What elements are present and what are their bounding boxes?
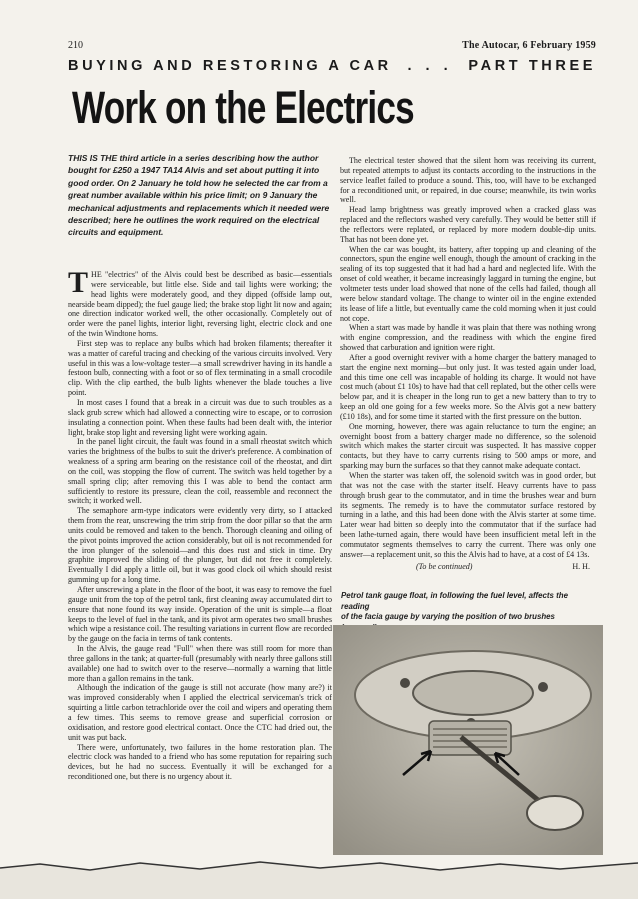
caption-line: of the facia gauge by varying the position of two brushes bbox=[341, 612, 555, 621]
standfirst: THIS IS THE third article in a series describing how the author bought for £250 a 1947 TA14 Alvis and set about putting it into good order. On 2 January he told how he selected the car from a great number available within his price limit; on 9 January the mechanical adjustments and replacements which it needed were described; here he outlines the work required on the electrical circuits and equipment. bbox=[68, 153, 330, 238]
left-column bbox=[68, 266, 332, 782]
body-paragraph: In the Alvis, the gauge read "Full" when there was still room for more than three gallons in the tank; at quarter-full (presumably with nearly three gallons still available) one had to switch over to the reserve—normally a warning that little more than a gallon remains in the tank. bbox=[68, 644, 332, 683]
gauge-housing bbox=[413, 671, 533, 715]
author-initials: H. H. bbox=[572, 561, 590, 571]
caption-line: Petrol tank gauge float, in following the fuel level, affects the reading bbox=[341, 591, 568, 611]
body-paragraph: The semaphore arm-type indicators were evidently very dirty, so I attacked them from the rear, unscrewing the trim strip from the door pillar so that the arm units could be removed and taken to the bench. Thorough cleaning and oiling of the pivot points improved the action considerably, but oil is not recommended for the iron plunger of the solenoid—and this does rust and stick in time. Dry graphite improved the sliding of the plunger, but did not free it completely. Eventually I did apply a little oil, but it was good clock oil which should resist gumming up for a long time. bbox=[68, 506, 332, 585]
series-title: BUYING AND RESTORING A CAR bbox=[68, 58, 392, 74]
body-paragraph: THE "electrics" of the Alvis could best be described as basic—essentials were serviceable, but little else. Side and tail lights were working; the head lights were moderately good, and they dipped (offside lamp out, nearside beam dipped); the fuel gauge lied; the brake stop light lit now and again; one direction indicator worked well, the other occasionally. Completely out of order were the panel lights, interior light, reversing light, electric clock and one of the twin Windtone horns. bbox=[68, 266, 332, 339]
mounting-screw-icon bbox=[538, 682, 548, 692]
series-banner bbox=[68, 58, 596, 74]
series-dots: . . . bbox=[407, 58, 453, 74]
mounting-screw-icon bbox=[400, 678, 410, 688]
signoff bbox=[340, 562, 596, 572]
body-paragraph: Although the indication of the gauge is still not accurate (how many are?) it was improved considerably when I applied the electrical serviceman's trick of squirting a little carbon tetrachloride over the coil and wipers and operating them a few times. This seems to remove grease and superficial corrosion or oxidisation, and restore good electrical contact. Once the CTC had dried out, the unit was put back. bbox=[68, 683, 332, 742]
body-paragraph: When the car was bought, its battery, after topping up and cleaning of the connectors, spun the engine well enough, though the amount of cracking in the sealing of its top suggested that it had had a hard and neglected life. With the onset of cold weather, it became increasingly laggard in turning the engine, but voltmeter tests under load showed that none of the cells had failed, though all were below standard voltage. The change to winter oil in the engine extended its lease of life a little, but eventually came the cold morning when it just could not cope. bbox=[340, 244, 596, 323]
body-paragraph: Head lamp brightness was greatly improved when a cracked glass was replaced and the reflectors washed very carefully. They would be better still if the reflectors were replated, or replaced by more modern double-dip units. That has not been done yet. bbox=[340, 205, 596, 244]
body-paragraph: In the panel light circuit, the fault was found in a small rheostat switch which varies the brightness of the bulbs to suit the driver's preference. A combination of weakness of a spring arm bearing on the resistance coil of the rheostat, and dirt on the coil, was stopping the flow of current. The switch was held together by a small spring clip; after removing this I was able to bend the contact arm sufficiently to restore its pressure, clean the coil, reassemble and reconnect the switch; it worked well. bbox=[68, 437, 332, 506]
body-paragraph: When a start was made by handle it was plain that there was nothing wrong with engine compression, and the readiness with which the engine fired showed that carburation and ignition were right. bbox=[340, 323, 596, 353]
to-be-continued: (To be continued) bbox=[416, 561, 473, 571]
article-headline: Work on the Electrics bbox=[72, 82, 414, 133]
body-paragraph: After a good overnight reviver with a home charger the battery managed to start the engine next morning—but only just. It was tested again under load, and this time one cell was incapable of holding its charge. It would not have cost much (about £1 10s) to have had that cell replated, but the other cells were below par, and it is cheaper in the long run to get a new battery than to try to keep an old one going for a few weeks more. So the Alvis got a new battery (£10 18s), and for some time it started with the first pressure on the button. bbox=[340, 352, 596, 421]
body-paragraph: The electrical tester showed that the silent horn was receiving its current, but repeated attempts to adjust its contacts according to the instructions in the service leaflet failed to produce a sound. This, too, will have to be exchanged for a reconditioned unit, or repaired, in due course; meanwhile, its twin works well. bbox=[340, 156, 596, 205]
torn-page-edge bbox=[0, 852, 638, 899]
fuel-gauge-photo bbox=[333, 625, 603, 855]
running-head: The Autocar, 6 February 1959 bbox=[462, 40, 596, 51]
body-paragraph: When the starter was taken off, the solenoid switch was in good order, but that was not the case with the starter itself. Heavy currents have to pass through brush gear to the commutator, and in time the brushes wear and burn its segments. The remedy is to have the commutator surface restored by turning in a lathe, and this had been done with the Alvis starter at some time. Later wear had bitten so deeply into the commutator that if the surface had been lathe-turned again, there would have been insufficient metal left in the commutator segments themselves to carry the current. There was only one answer—a replacement unit, so this the Alvis had to have, at a cost of £4 13s. bbox=[340, 471, 596, 559]
body-paragraph: In most cases I found that a break in a circuit was due to such troubles as a slack grub screw which had allowed a connecting wire to escape, or to corrosion insulating a connection point. When these faults had been dealt with, the interior light, brake stop light and reversing light were working again. bbox=[68, 397, 332, 437]
body-paragraph: One morning, however, there was again reluctance to turn the engine; an overnight boost from a battery charger made no difference, so the solenoid switch which makes the starter circuit was suspected. It has massive copper contacts, but they have to carry currents rising to 500 amps or more, and sparking may burn the surfaces so that they cannot make adequate contact. bbox=[340, 421, 596, 471]
page-number: 210 bbox=[68, 40, 83, 51]
body-paragraph: After unscrewing a plate in the floor of the boot, it was easy to remove the fuel gauge unit from the top of the petrol tank, first cleaning away accumulated dirt to ensure that none found its way inside. Operation of the unit is simple—a float keeps to the level of fuel in the tank, and its pivot arm operates two small brushes which wipe a resistance coil. The resulting variations in current flow are recorded by the gauge on the facia in terms of tank contents. bbox=[68, 585, 332, 644]
resistance-coil bbox=[429, 721, 511, 755]
drop-cap: T bbox=[68, 266, 89, 299]
series-part: PART THREE bbox=[468, 58, 596, 74]
body-paragraph: First step was to replace any bulbs which had broken filaments; thereafter it was a matter of careful tracing and checking of the various circuits involved. Very useful in this was a low-voltage tester—a small screwdriver having in its handle a festoon bulb, connecting with a foot or so of flex terminating in a small crocodile clip. With the clip earthed, the bulb lights whenever the blade touches a live point. bbox=[68, 338, 332, 398]
right-column bbox=[340, 156, 596, 571]
body-paragraph: There were, unfortunately, two failures in the home restoration plan. The electric clock was handed to a friend who has some reputation for repairing such devices, but he had no success. Eventually it will be exchanged for a reconditioned one, but there is no urgency about it. bbox=[68, 742, 332, 782]
float bbox=[527, 796, 583, 830]
